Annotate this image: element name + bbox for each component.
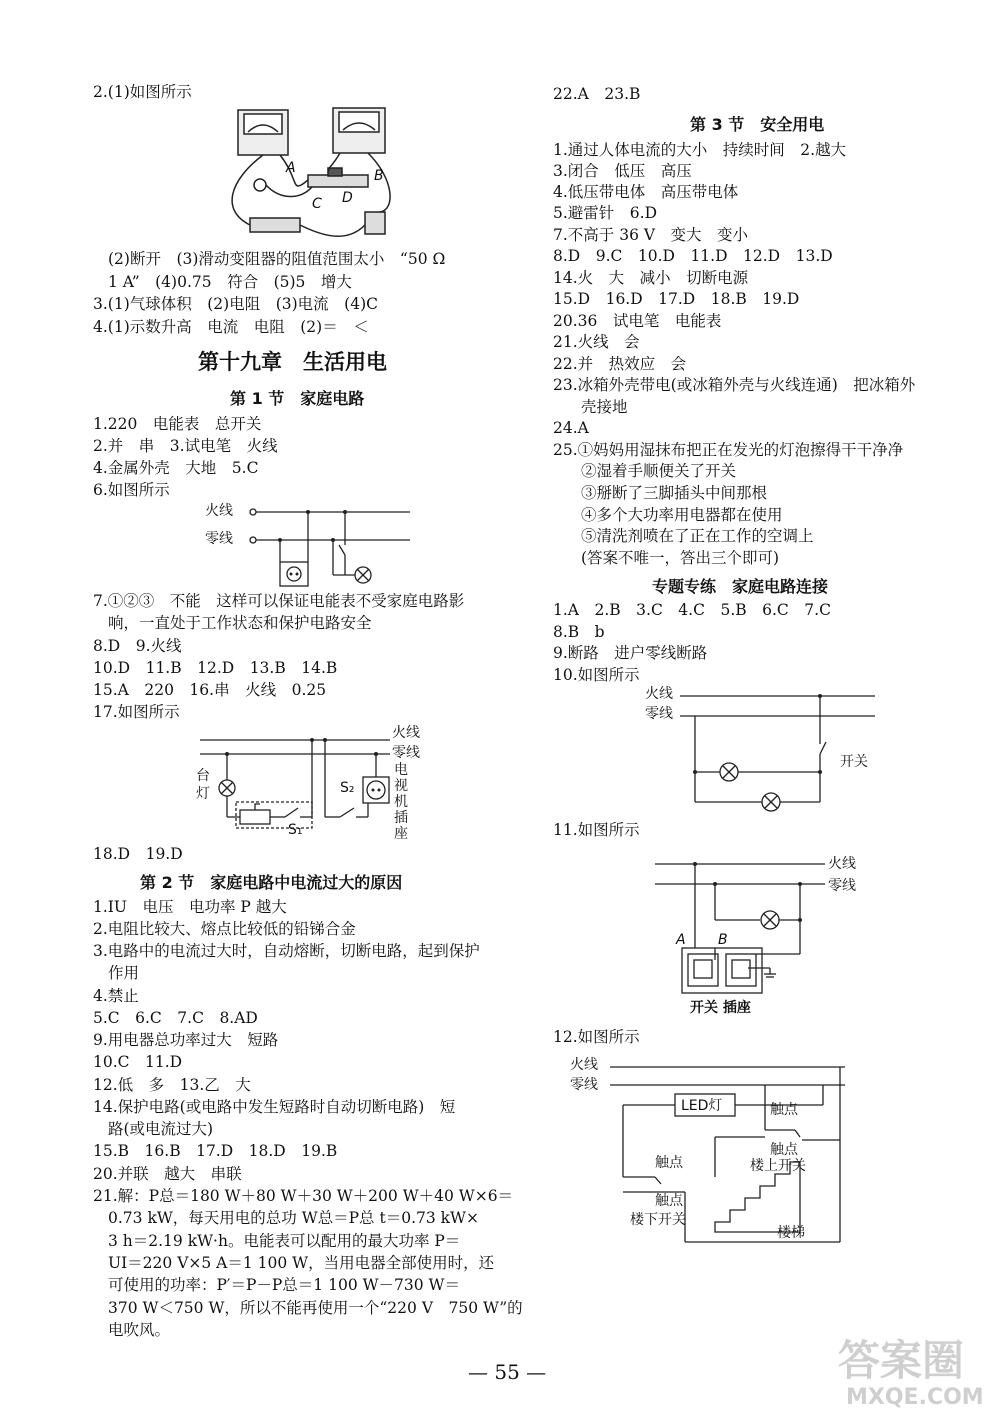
section-title: 第 2 节 家庭电路中电流过大的原因 (140, 873, 403, 892)
answer-line: ②湿着手顺便关了开关 (581, 462, 737, 480)
answer-line: (答案不唯一，答出三个即可) (581, 549, 780, 567)
answer-line: 2.电阻比较大、熔点比较低的铅锑合金 (93, 920, 356, 938)
answer-line: 14.火 大 减小 切断电源 (553, 269, 749, 287)
svg-text:触点: 触点 (770, 1142, 798, 1158)
answer-line: 电吹风。 (108, 1321, 171, 1339)
answer-line: (2)断开 (3)滑动变阻器的阻值范围太小 “50 Ω (108, 250, 446, 268)
svg-text:触点: 触点 (655, 1193, 683, 1209)
answer-line: 响，一直处于工作状态和保护电路安全 (108, 614, 372, 632)
answer-line: 1.通过人体电流的大小 持续时间 2.越大 (553, 141, 847, 159)
chapter-title: 第十九章 生活用电 (198, 350, 387, 374)
apparatus-figure (220, 100, 400, 248)
answer-line: 25.①妈妈用湿抹布把正在发光的灯泡擦得干干净净 (553, 441, 904, 459)
answer-line: 9.断路 进户零线断路 (553, 644, 708, 662)
answer-line: ③掰断了三脚插头中间那根 (581, 484, 768, 502)
answer-line: 20.36 试电笔 电能表 (553, 312, 722, 330)
answer-line: 12.低 多 13.乙 大 (93, 1076, 251, 1094)
answer-line: 1.A 2.B 3.C 4.C 5.B 6.C 7.C (553, 601, 831, 619)
answer-line: 4.金属外壳 大地 5.C (93, 459, 259, 477)
circuit-figure-17 (190, 722, 440, 842)
answer-line: 3.电路中的电流过大时，自动熔断，切断电路，起到保护 (93, 942, 480, 960)
svg-text:楼上开关: 楼上开关 (750, 1158, 806, 1174)
svg-text:台: 台 (196, 768, 210, 784)
answer-line: 10.D 11.B 12.D 13.B 14.B (93, 659, 338, 677)
svg-text:火线: 火线 (392, 725, 420, 741)
answer-line: 壳接地 (581, 398, 628, 416)
svg-text:S₁: S₁ (288, 822, 303, 838)
answer-line: 1 A” (4)0.75 符合 (5)5 增大 (108, 273, 352, 291)
answer-line: 21.火线 会 (553, 333, 640, 351)
svg-text:触点: 触点 (770, 1102, 798, 1118)
svg-text:A: A (676, 932, 686, 948)
svg-text:零线: 零线 (205, 531, 233, 547)
answer-line: UI＝220 V×5 A＝1 100 W，当用电器全部使用时，还 (108, 1254, 495, 1272)
answer-line: 24.A (553, 419, 589, 437)
page-number: — 55 — (468, 1360, 547, 1384)
svg-text:楼下开关: 楼下开关 (630, 1212, 686, 1228)
answer-line: 1.220 电能表 总开关 (93, 415, 262, 433)
answer-line: 15.B 16.B 17.D 18.D 19.B (93, 1142, 338, 1160)
answer-line: 5.避雷针 6.D (553, 204, 658, 222)
svg-text:B: B (374, 168, 384, 184)
watermark-url: MXQE.COM (846, 1385, 984, 1410)
svg-text:开关 插座: 开关 插座 (690, 1000, 751, 1016)
answer-line: 可使用的功率：P′＝P－P总＝1 100 W－730 W＝ (108, 1276, 460, 1294)
section-title: 专题专练 家庭电路连接 (652, 577, 829, 596)
answer-line: 7.不高于 36 V 变大 变小 (553, 226, 749, 244)
circuit-figure-10 (640, 684, 880, 814)
svg-text:零线: 零线 (828, 878, 856, 894)
answer-line: 9.用电器总功率过大 短路 (93, 1031, 279, 1049)
circuit-figure-12 (565, 1052, 855, 1252)
svg-text:火线: 火线 (570, 1057, 598, 1073)
svg-text:C: C (312, 196, 322, 212)
answer-line: 3 h＝2.19 kW·h。电能表可以配用的最大功率 P＝ (108, 1232, 461, 1250)
svg-text:火线: 火线 (205, 503, 233, 519)
svg-text:A: A (286, 160, 296, 176)
answer-line: 10.C 11.D (93, 1053, 183, 1071)
answer-line: 17.如图所示 (93, 703, 180, 721)
answer-line: 15.D 16.D 17.D 18.B 19.D (553, 290, 800, 308)
answer-line: 3.闭合 低压 高压 (553, 162, 692, 180)
answer-line: ④多个大功率用电器都在使用 (581, 506, 783, 524)
answer-line: 0.73 kW，每天用电的总功 W总＝P总 t＝0.73 kW× (108, 1209, 479, 1227)
watermark-text: 答案圈 (838, 1336, 965, 1385)
answer-line: ⑤清洗剂喷在了正在工作的空调上 (581, 527, 814, 545)
answer-line: 21.解：P总＝180 W＋80 W＋30 W＋200 W＋40 W×6＝ (93, 1187, 514, 1205)
svg-text:开关: 开关 (840, 754, 868, 770)
answer-line: 22.并 热效应 会 (553, 355, 687, 373)
answer-line: 1.IU 电压 电功率 P 越大 (93, 898, 287, 916)
svg-text:零线: 零线 (645, 706, 673, 722)
answer-line: 路(或电流过大) (108, 1120, 214, 1138)
answer-line: 11.如图所示 (553, 821, 640, 839)
svg-text:楼梯: 楼梯 (777, 1225, 805, 1241)
answer-line: 14.保护电路(或电路中发生短路时自动切断电路) 短 (93, 1098, 456, 1116)
answer-line: 15.A 220 16.串 火线 0.25 (93, 681, 327, 699)
answer-line: 3.(1)气球体积 (2)电阻 (3)电流 (4)C (93, 295, 378, 313)
svg-text:LED灯: LED灯 (681, 1098, 723, 1114)
svg-text:S₂: S₂ (340, 780, 355, 796)
circuit-figure-11 (650, 848, 870, 1020)
svg-text:灯: 灯 (196, 786, 210, 802)
answer-line: 12.如图所示 (553, 1028, 640, 1046)
svg-text:座: 座 (394, 826, 408, 842)
svg-text:零线: 零线 (392, 745, 420, 761)
answer-line: 18.D 19.D (93, 845, 183, 863)
svg-text:电: 电 (394, 762, 408, 778)
svg-text:机: 机 (394, 794, 408, 810)
circuit-figure-6 (205, 500, 420, 592)
svg-text:D: D (342, 190, 353, 206)
svg-text:火线: 火线 (828, 856, 856, 872)
answer-line: 22.A 23.B (553, 85, 641, 103)
answer-line: 8.D 9.C 10.D 11.D 12.D 13.D (553, 247, 833, 265)
section-title: 第 1 节 家庭电路 (230, 389, 365, 408)
answer-line: 4.禁止 (93, 987, 139, 1005)
answer-line: 2.并 串 3.试电笔 火线 (93, 437, 278, 455)
svg-text:插: 插 (394, 810, 408, 826)
answer-line: 370 W＜750 W，所以不能再使用一个“220 V 750 W”的 (108, 1299, 523, 1317)
answer-line: 8.D 9.火线 (93, 637, 182, 655)
answer-line: 4.(1)示数升高 电流 电阻 (2)＝ ＜ (93, 318, 369, 336)
section-title: 第 3 节 安全用电 (690, 115, 825, 134)
svg-text:视: 视 (394, 778, 408, 794)
answer-line: 8.B b (553, 623, 605, 641)
answer-line: 20.并联 越大 串联 (93, 1165, 242, 1183)
answer-line: 23.冰箱外壳带电(或冰箱外壳与火线连通) 把冰箱外 (553, 376, 916, 394)
svg-text:火线: 火线 (645, 686, 673, 702)
answer-line: 6.如图所示 (93, 481, 170, 499)
answer-line: 7.①②③ 不能 这样可以保证电能表不受家庭电路影 (93, 592, 465, 610)
answer-line: 4.低压带电体 高压带电体 (553, 183, 739, 201)
answer-line: 5.C 6.C 7.C 8.AD (93, 1009, 258, 1027)
answer-line: 2.(1)如图所示 (93, 83, 192, 101)
answer-line: 作用 (108, 964, 140, 982)
svg-text:触点: 触点 (655, 1155, 683, 1171)
svg-text:B: B (718, 932, 728, 948)
answer-line: 10.如图所示 (553, 666, 640, 684)
svg-text:零线: 零线 (570, 1077, 598, 1093)
